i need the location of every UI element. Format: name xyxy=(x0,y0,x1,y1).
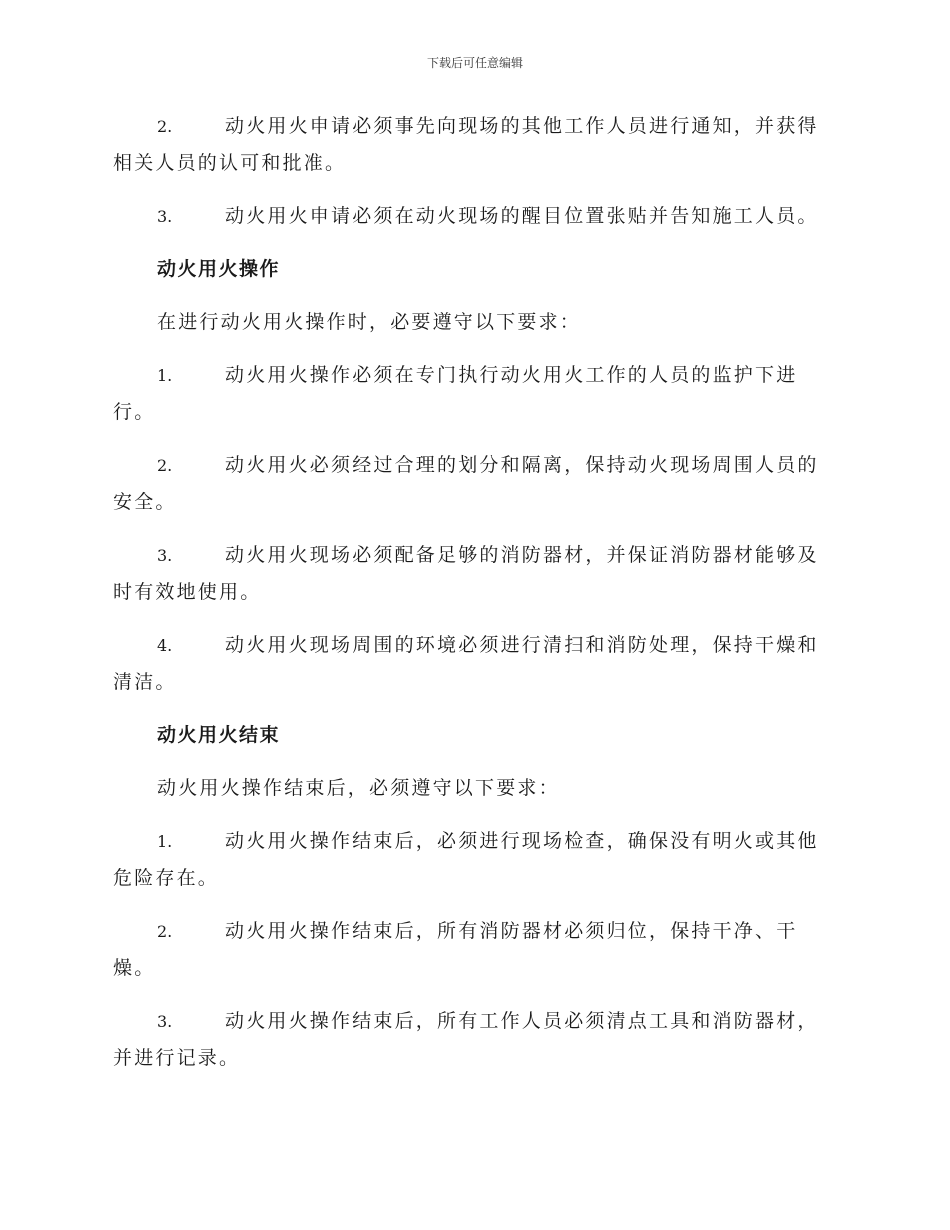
item-number: 4. xyxy=(157,636,173,655)
list-item xyxy=(113,1003,835,1077)
item-text: 动火用火申请必须在动火现场的醒目位置张贴并告知施工人员。 xyxy=(225,205,819,227)
page-header: 下载后可任意编辑 xyxy=(426,56,523,70)
section-heading: 动火用火操作 xyxy=(157,258,281,280)
list-item xyxy=(113,913,835,987)
list-item xyxy=(113,357,835,431)
item-text: 动火用火现场必须配备足够的消防器材，并保证消防器材能够及时有效地使用。 xyxy=(113,544,819,603)
item-number: 3. xyxy=(157,207,173,226)
item-number: 1. xyxy=(157,832,173,851)
list-item xyxy=(113,537,835,611)
item-number: 2. xyxy=(157,456,173,475)
item-text: 动火用火申请必须事先向现场的其他工作人员进行通知，并获得相关人员的认可和批准。 xyxy=(113,115,819,174)
item-text: 动火用火必须经过合理的划分和隔离，保持动火现场周围人员的安全。 xyxy=(113,454,819,513)
item-number: 3. xyxy=(157,546,173,565)
section-heading: 动火用火结束 xyxy=(157,724,281,746)
list-item xyxy=(113,447,835,521)
item-text: 动火用火现场周围的环境必须进行清扫和消防处理，保持干燥和清洁。 xyxy=(113,634,819,693)
item-number: 2. xyxy=(157,922,173,941)
item-number: 3. xyxy=(157,1012,173,1031)
list-item xyxy=(113,198,835,235)
item-number: 2. xyxy=(157,117,173,136)
item-text: 动火用火操作结束后，所有工作人员必须清点工具和消防器材，并进行记录。 xyxy=(113,1010,819,1069)
item-text: 动火用火操作结束后，必须进行现场检查，确保没有明火或其他危险存在。 xyxy=(113,830,819,889)
paragraph: 动火用火操作结束后，必须遵守以下要求： xyxy=(157,777,560,799)
document-body xyxy=(113,108,835,1093)
list-item xyxy=(113,108,835,182)
item-text: 动火用火操作结束后，所有消防器材必须归位，保持干净、干燥。 xyxy=(113,920,798,979)
paragraph: 在进行动火用火操作时，必要遵守以下要求： xyxy=(157,311,582,333)
list-item xyxy=(113,823,835,897)
list-item xyxy=(113,627,835,701)
item-number: 1. xyxy=(157,366,173,385)
item-text: 动火用火操作必须在专门执行动火用火工作的人员的监护下进行。 xyxy=(113,364,798,423)
